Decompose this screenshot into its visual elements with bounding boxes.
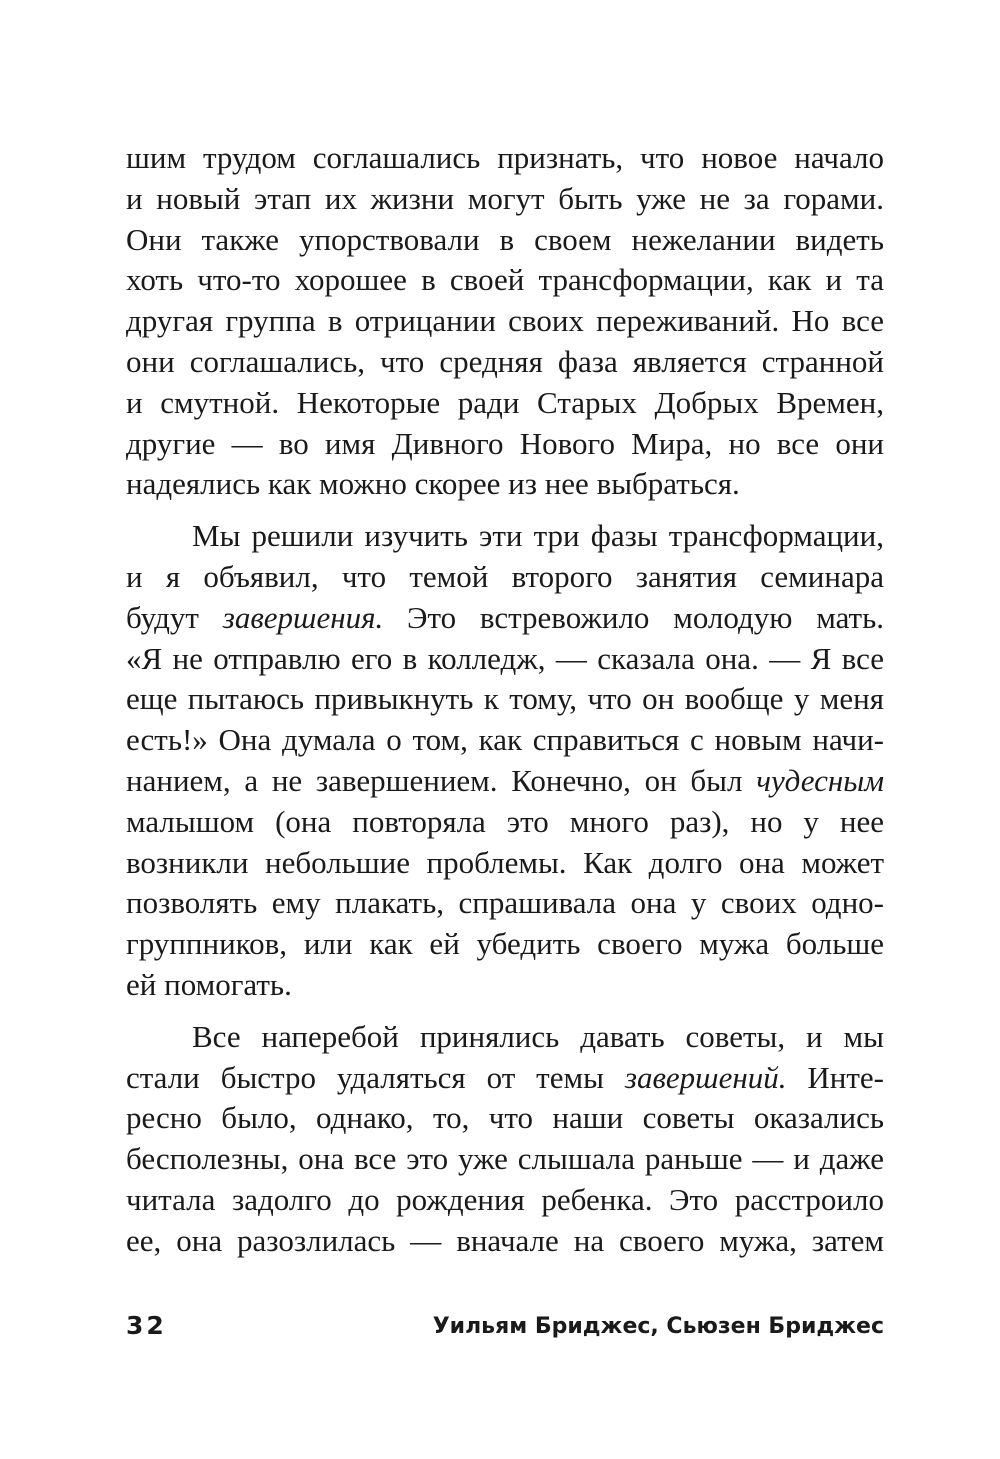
- paragraph-3: [126, 1017, 884, 1262]
- text-line: хоть что-то хорошее в своей трансформации, как и та: [126, 262, 884, 298]
- text-line: [126, 598, 884, 639]
- text-line: ей помогать.: [126, 966, 292, 1002]
- text-line: еще пытаюсь привыкнуть к тому, что он вообще у меня: [126, 681, 884, 717]
- text-line: малышом (она повторяла это много раз), но у нее: [126, 803, 884, 839]
- text-line: бесполезны, она все это уже слышала раньше — и даже: [126, 1141, 884, 1177]
- paragraph-2: [126, 516, 884, 1006]
- text-line: ресно было, однако, то, что наши советы оказались: [126, 1100, 884, 1136]
- italic-emphasis: завершений.: [624, 1059, 787, 1095]
- text-line: и смутной. Некоторые ради Старых Добрых Времен,: [126, 384, 884, 420]
- text-line: возникли небольшие проблемы. Как долго она может: [126, 844, 884, 880]
- text-line: [126, 1058, 884, 1099]
- text-line: Они также упорствовали в своем нежелании видеть: [126, 221, 884, 257]
- text-segment: Инте-: [786, 1059, 884, 1095]
- page-number: 32: [126, 1311, 167, 1340]
- text-line: и я объявил, что темой второго занятия семинара: [126, 558, 884, 594]
- paragraph-1: [126, 138, 884, 505]
- text-line: группников, или как ей убедить своего мужа больше: [126, 926, 884, 962]
- text-line: они соглашались, что средняя фаза является странной: [126, 343, 884, 379]
- text-segment: стали быстро удаляться от темы: [126, 1059, 625, 1095]
- text-line: «Я не отправлю его в колледж, — сказала она. — Я все: [126, 640, 884, 676]
- text-line: Все наперебой принялись давать советы, и мы: [192, 1018, 884, 1054]
- italic-emphasis: чудесным: [756, 762, 884, 798]
- text-line: и новый этап их жизни могут быть уже не за горами.: [126, 180, 884, 216]
- text-line: позволять ему плакать, спрашивала она у своих одно-: [126, 885, 884, 921]
- text-line: шим трудом соглашались признать, что новое начало: [126, 140, 884, 175]
- text-line: Мы решили изучить эти три фазы трансформации,: [192, 518, 884, 554]
- italic-emphasis: завершения.: [222, 599, 384, 635]
- text-line: [126, 761, 884, 802]
- text-line: есть!» Она думала о том, как справиться с новым начи-: [126, 722, 884, 758]
- text-segment: будут: [126, 599, 223, 635]
- text-line: читала задолго до рождения ребенка. Это расстроило: [126, 1181, 884, 1217]
- text-line: другие — во имя Дивного Нового Мира, но все они: [126, 425, 884, 461]
- text-line: другая группа в отрицании своих переживаний. Но все: [126, 303, 884, 339]
- text-line: ее, она разозлилась — вначале на своего мужа, затем: [126, 1222, 884, 1258]
- text-line: надеялись как можно скорее из нее выбраться.: [126, 466, 740, 502]
- text-segment: нанием, а не завершением. Конечно, он был: [126, 762, 757, 798]
- text-segment: Это встревожило молодую мать.: [383, 599, 884, 635]
- book-page-body: [126, 138, 884, 1262]
- page-footer: [126, 1311, 884, 1347]
- running-head-authors: Уильям Бриджес, Сьюзен Бриджес: [432, 1314, 884, 1339]
